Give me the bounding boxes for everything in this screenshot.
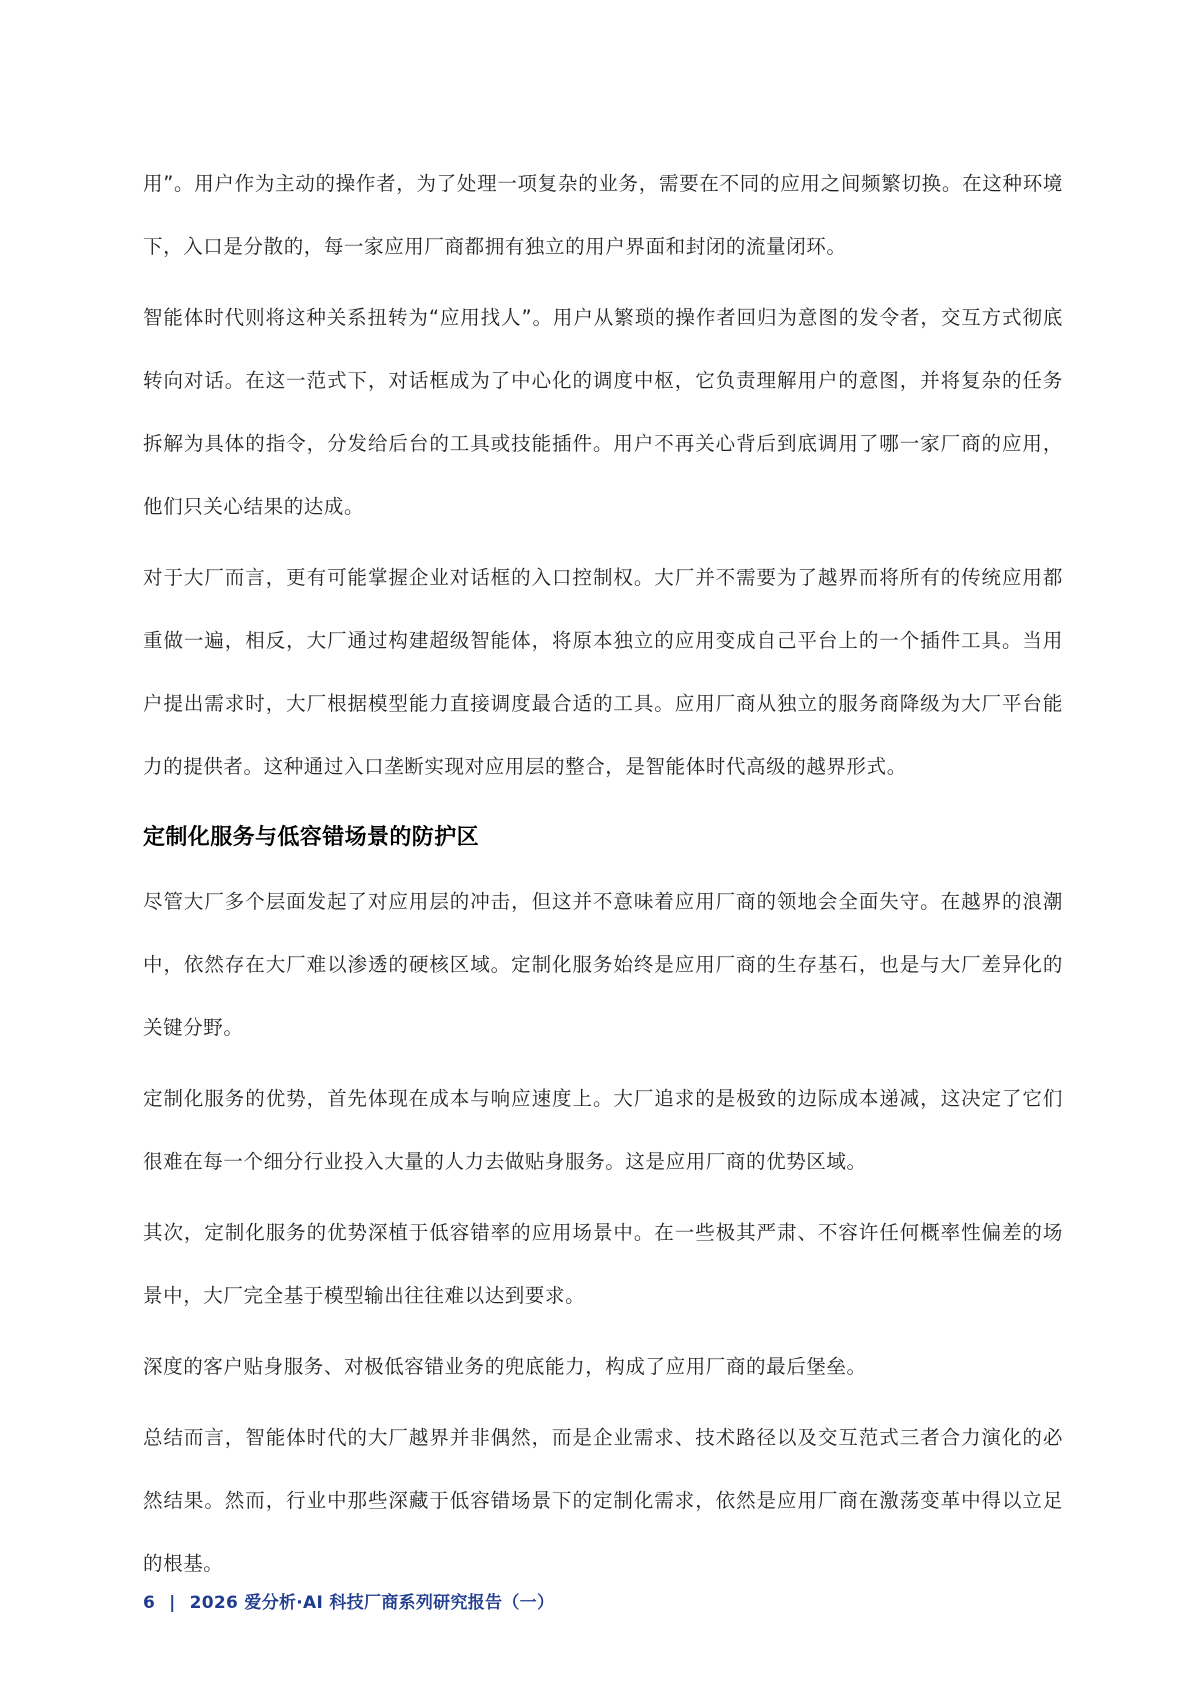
body-paragraph: 总结而言，智能体时代的大厂越界并非偶然，而是企业需求、技术路径以及交互范式三者合力演化的必然结果。然而，行业中那些深藏于低容错场景下的定制化需求，依然是应用厂商在激荡变革中得以立足的根基。 (143, 1426, 1063, 1575)
section-heading: 定制化服务与低容错场景的防护区 (143, 825, 480, 850)
body-paragraph: 其次，定制化服务的优势深植于低容错率的应用场景中。在一些极其严肃、不容许任何概率性偏差的场景中，大厂完全基于模型输出往往难以达到要求。 (143, 1221, 1063, 1307)
page-footer (143, 1588, 554, 1613)
body-paragraph: 用”。用户作为主动的操作者，为了处理一项复杂的业务，需要在不同的应用之间频繁切换。在这种环境下，入口是分散的，每一家应用厂商都拥有独立的用户界面和封闭的流量闭环。 (143, 172, 1063, 258)
footer-separator: | (169, 1593, 176, 1613)
body-paragraph: 深度的客户贴身服务、对极低容错业务的兜底能力，构成了应用厂商的最后堡垒。 (143, 1355, 867, 1378)
body-paragraph: 对于大厂而言，更有可能掌握企业对话框的入口控制权。大厂并不需要为了越界而将所有的传统应用都重做一遍，相反，大厂通过构建超级智能体，将原本独立的应用变成自己平台上的一个插件工具。当用户提出需求时，大厂根据模型能力直接调度最合适的工具。应用厂商从独立的服务商降级为大厂平台能力的提供者。这种通过入口垄断实现对应用层的整合，是智能体时代高级的越界形式。 (143, 566, 1063, 778)
report-body (143, 152, 1063, 1595)
body-paragraph: 智能体时代则将这种关系扭转为“应用找人”。用户从繁琐的操作者回归为意图的发令者，交互方式彻底转向对话。在这一范式下，对话框成为了中心化的调度中枢，它负责理解用户的意图，并将复杂的任务拆解为具体的指令，分发给后台的工具或技能插件。用户不再关心背后到底调用了哪一家厂商的应用，他们只关心结果的达成。 (143, 306, 1063, 518)
body-paragraph: 尽管大厂多个层面发起了对应用层的冲击，但这并不意味着应用厂商的领地会全面失守。在越界的浪潮中，依然存在大厂难以渗透的硬核区域。定制化服务始终是应用厂商的生存基石，也是与大厂差异化的关键分野。 (143, 890, 1063, 1039)
body-paragraph: 定制化服务的优势，首先体现在成本与响应速度上。大厂追求的是极致的边际成本递减，这决定了它们很难在每一个细分行业投入大量的人力去做贴身服务。这是应用厂商的优势区域。 (143, 1087, 1063, 1173)
page-number: 6 (143, 1593, 156, 1613)
report-title: 2026 爱分析·AI 科技厂商系列研究报告（一） (189, 1593, 555, 1613)
